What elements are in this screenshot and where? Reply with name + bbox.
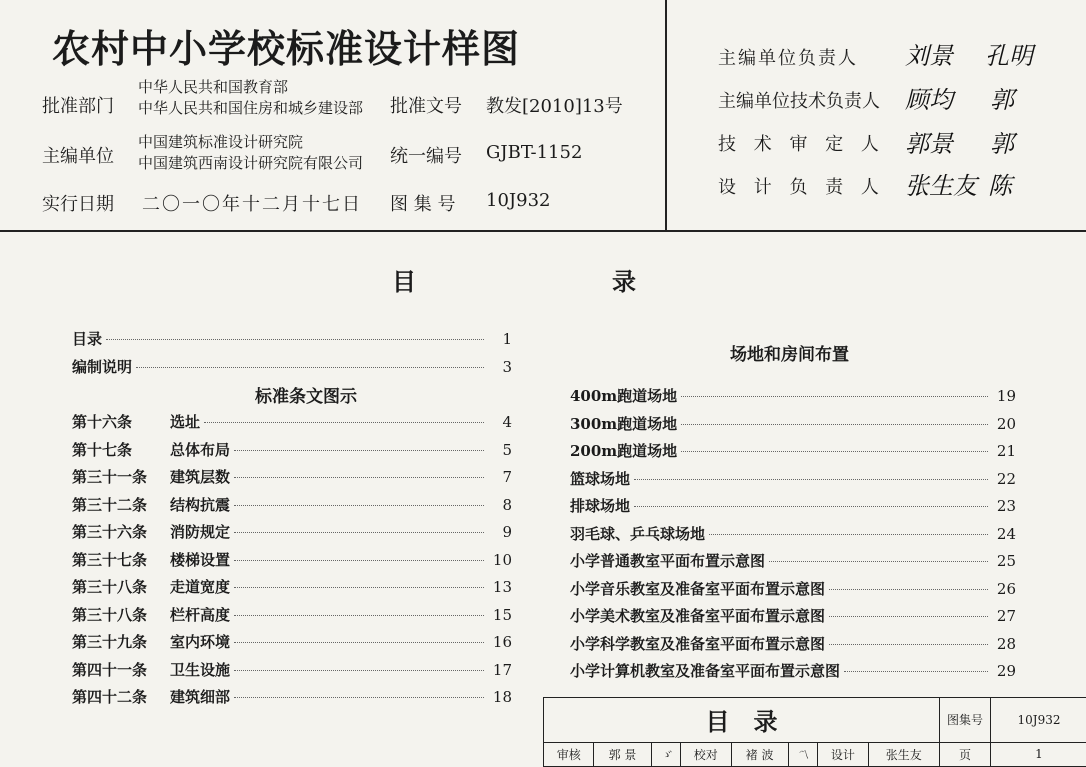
dot-leader xyxy=(681,396,988,397)
toc-layout-page: 20 xyxy=(992,415,1016,433)
page-title: 农村中小学校标准设计样图 xyxy=(52,18,520,73)
toc-layout-row[interactable] xyxy=(570,385,1016,406)
toc-layout-page: 29 xyxy=(992,662,1016,680)
title-block-design-label: 设计 xyxy=(818,742,868,766)
toc-layout-row[interactable] xyxy=(570,578,1016,599)
toc-layout-page: 21 xyxy=(992,442,1016,460)
check-signature: 〽 xyxy=(788,742,818,766)
toc-article-page: 15 xyxy=(488,606,512,624)
toc-article-row[interactable] xyxy=(72,521,512,542)
toc-item-contents[interactable] xyxy=(72,328,512,349)
dot-leader xyxy=(234,560,484,561)
toc-article-number: 第三十二条 xyxy=(72,494,170,515)
toc-article-page: 10 xyxy=(488,551,512,569)
dot-leader xyxy=(829,644,988,645)
toc-article-row[interactable] xyxy=(72,439,512,460)
toc-article-page: 8 xyxy=(488,496,512,514)
title-block-check-name: 褚 波 xyxy=(731,742,788,766)
toc-article-row[interactable] xyxy=(72,631,512,652)
title-block-name: 目 录 xyxy=(544,698,940,743)
toc-article-page: 4 xyxy=(488,413,512,431)
toc-layout-title: 小学音乐教室及准备室平面布置示意图 xyxy=(570,578,825,599)
toc-layout-title: 300m跑道场地 xyxy=(570,413,677,434)
toc-article-page: 9 xyxy=(488,523,512,541)
dot-leader xyxy=(204,422,484,423)
toc-article-title: 建筑层数 xyxy=(170,466,230,487)
dot-leader xyxy=(829,616,988,617)
title-block-page-value: 1 xyxy=(991,742,1086,766)
toc-article-row[interactable] xyxy=(72,549,512,570)
toc-layout-row[interactable] xyxy=(570,605,1016,626)
toc-layout-row[interactable] xyxy=(570,468,1016,489)
toc-layout-row[interactable] xyxy=(570,413,1016,434)
toc-article-row[interactable] xyxy=(72,604,512,625)
signature-1a: 刘景 xyxy=(905,36,953,71)
review-signature: ゞ xyxy=(651,742,681,766)
atlas-no-value: 10J932 xyxy=(486,190,550,211)
toc-article-page: 18 xyxy=(488,688,512,706)
sig-role-2: 主编单位技术负责人 xyxy=(718,87,880,113)
signature-2a: 顾均 xyxy=(905,80,953,115)
toc-article-page: 16 xyxy=(488,633,512,651)
toc-article-title: 总体布局 xyxy=(170,439,230,460)
toc-item-page: 3 xyxy=(488,358,512,376)
approval-dept-value-1: 中华人民共和国教育部 xyxy=(138,78,288,97)
signature-2b: 郭 xyxy=(990,80,1014,115)
toc-article-row[interactable] xyxy=(72,686,512,707)
dot-leader xyxy=(106,339,484,340)
date-value: 二〇一〇年十二月十七日 xyxy=(142,190,362,216)
dot-leader xyxy=(234,532,484,533)
section-standard-illustrations: 标准条文图示 xyxy=(255,382,357,407)
toc-article-title: 消防规定 xyxy=(170,521,230,542)
sig-role-1: 主编单位负责人 xyxy=(718,44,858,70)
dot-leader xyxy=(234,450,484,451)
toc-article-page: 5 xyxy=(488,441,512,459)
toc-article-row[interactable] xyxy=(72,411,512,432)
toc-article-title: 楼梯设置 xyxy=(170,549,230,570)
dot-leader xyxy=(634,479,988,480)
toc-layout-page: 23 xyxy=(992,497,1016,515)
toc-article-title: 栏杆高度 xyxy=(170,604,230,625)
toc-item-notes[interactable] xyxy=(72,356,512,377)
toc-layout-page: 22 xyxy=(992,470,1016,488)
toc-article-page: 7 xyxy=(488,468,512,486)
toc-layout-title: 200m跑道场地 xyxy=(570,440,677,461)
toc-layout-title: 羽毛球、乒乓球场地 xyxy=(570,523,705,544)
toc-article-number: 第四十二条 xyxy=(72,686,170,707)
date-label: 实行日期 xyxy=(42,190,114,216)
toc-heading-right: 录 xyxy=(612,262,636,297)
toc-layout-title: 小学美术教室及准备室平面布置示意图 xyxy=(570,605,825,626)
toc-layout-row[interactable] xyxy=(570,495,1016,516)
header-divider xyxy=(665,0,667,232)
title-block-review-label: 审核 xyxy=(544,742,594,766)
toc-article-title: 走道宽度 xyxy=(170,576,230,597)
toc-layout-title: 小学普通教室平面布置示意图 xyxy=(570,550,765,571)
unified-no-label: 统一编号 xyxy=(390,142,462,168)
dot-leader xyxy=(234,615,484,616)
title-block xyxy=(543,697,1086,767)
toc-layout-row[interactable] xyxy=(570,660,1016,681)
toc-article-page: 17 xyxy=(488,661,512,679)
signature-3a: 郭景 xyxy=(905,124,953,159)
toc-item-label: 编制说明 xyxy=(72,356,132,377)
toc-article-page: 13 xyxy=(488,578,512,596)
dot-leader xyxy=(681,424,988,425)
sig-role-3: 技 术 审 定 人 xyxy=(718,130,885,156)
toc-layout-row[interactable] xyxy=(570,523,1016,544)
approval-no-label: 批准文号 xyxy=(390,92,462,118)
toc-article-row[interactable] xyxy=(72,576,512,597)
dot-leader xyxy=(709,534,988,535)
toc-article-number: 第三十八条 xyxy=(72,604,170,625)
toc-layout-title: 400m跑道场地 xyxy=(570,385,677,406)
approval-no-value: 教发[2010]13号 xyxy=(486,92,623,118)
section-site-room-layout: 场地和房间布置 xyxy=(730,340,849,365)
toc-article-title: 结构抗震 xyxy=(170,494,230,515)
toc-article-title: 建筑细部 xyxy=(170,686,230,707)
title-block-atlas-value: 10J932 xyxy=(991,698,1086,743)
approval-dept-label: 批准部门 xyxy=(42,92,114,118)
toc-item-label: 目录 xyxy=(72,328,102,349)
toc-layout-title: 排球场地 xyxy=(570,495,630,516)
approval-dept-value-2: 中华人民共和国住房和城乡建设部 xyxy=(138,99,363,118)
dot-leader xyxy=(634,506,988,507)
title-block-atlas-label: 图集号 xyxy=(940,698,991,743)
toc-article-number: 第四十一条 xyxy=(72,659,170,680)
title-block-check-label: 校对 xyxy=(681,742,731,766)
signature-4a: 张生友 xyxy=(905,166,977,201)
toc-article-row[interactable] xyxy=(72,659,512,680)
dot-leader xyxy=(681,451,988,452)
toc-article-title: 卫生设施 xyxy=(170,659,230,680)
dot-leader xyxy=(234,642,484,643)
toc-article-number: 第三十八条 xyxy=(72,576,170,597)
sig-role-4: 设 计 负 责 人 xyxy=(718,173,885,199)
toc-layout-page: 28 xyxy=(992,635,1016,653)
signature-1b: 孔明 xyxy=(985,36,1033,71)
dot-leader xyxy=(769,561,988,562)
dot-leader xyxy=(136,367,484,368)
dot-leader xyxy=(234,697,484,698)
toc-layout-page: 19 xyxy=(992,387,1016,405)
title-block-page-label: 页 xyxy=(940,742,991,766)
toc-article-title: 选址 xyxy=(170,411,200,432)
toc-layout-page: 27 xyxy=(992,607,1016,625)
toc-article-title: 室内环境 xyxy=(170,631,230,652)
dot-leader xyxy=(234,477,484,478)
title-block-design-name: 张生友 xyxy=(868,742,939,766)
signature-4b: 陈 xyxy=(988,166,1012,201)
toc-layout-page: 24 xyxy=(992,525,1016,543)
dot-leader xyxy=(234,505,484,506)
toc-layout-row[interactable] xyxy=(570,633,1016,654)
toc-layout-title: 小学计算机教室及准备室平面布置示意图 xyxy=(570,660,840,681)
toc-layout-page: 26 xyxy=(992,580,1016,598)
editor-unit-value-2: 中国建筑西南设计研究院有限公司 xyxy=(138,154,363,173)
toc-layout-row[interactable] xyxy=(570,440,1016,461)
toc-layout-title: 小学科学教室及准备室平面布置示意图 xyxy=(570,633,825,654)
toc-heading-left: 目 xyxy=(392,262,416,297)
toc-article-row[interactable] xyxy=(72,466,512,487)
dot-leader xyxy=(234,587,484,588)
signature-3b: 郭 xyxy=(990,124,1014,159)
editor-unit-value-1: 中国建筑标准设计研究院 xyxy=(138,133,303,152)
toc-layout-row[interactable] xyxy=(570,550,1016,571)
toc-article-number: 第十七条 xyxy=(72,439,170,460)
toc-layout-title: 篮球场地 xyxy=(570,468,630,489)
atlas-no-label: 图 集 号 xyxy=(390,190,455,216)
toc-article-number: 第三十一条 xyxy=(72,466,170,487)
title-block-review-name: 郭 景 xyxy=(594,742,651,766)
toc-article-number: 第三十六条 xyxy=(72,521,170,542)
toc-article-row[interactable] xyxy=(72,494,512,515)
unified-no-value: GJBT-1152 xyxy=(486,142,582,163)
toc-item-page: 1 xyxy=(488,330,512,348)
toc-article-number: 第十六条 xyxy=(72,411,170,432)
toc-layout-page: 25 xyxy=(992,552,1016,570)
dot-leader xyxy=(234,670,484,671)
toc-article-number: 第三十七条 xyxy=(72,549,170,570)
toc-article-number: 第三十九条 xyxy=(72,631,170,652)
dot-leader xyxy=(844,671,988,672)
editor-unit-label: 主编单位 xyxy=(42,142,114,168)
dot-leader xyxy=(829,589,988,590)
